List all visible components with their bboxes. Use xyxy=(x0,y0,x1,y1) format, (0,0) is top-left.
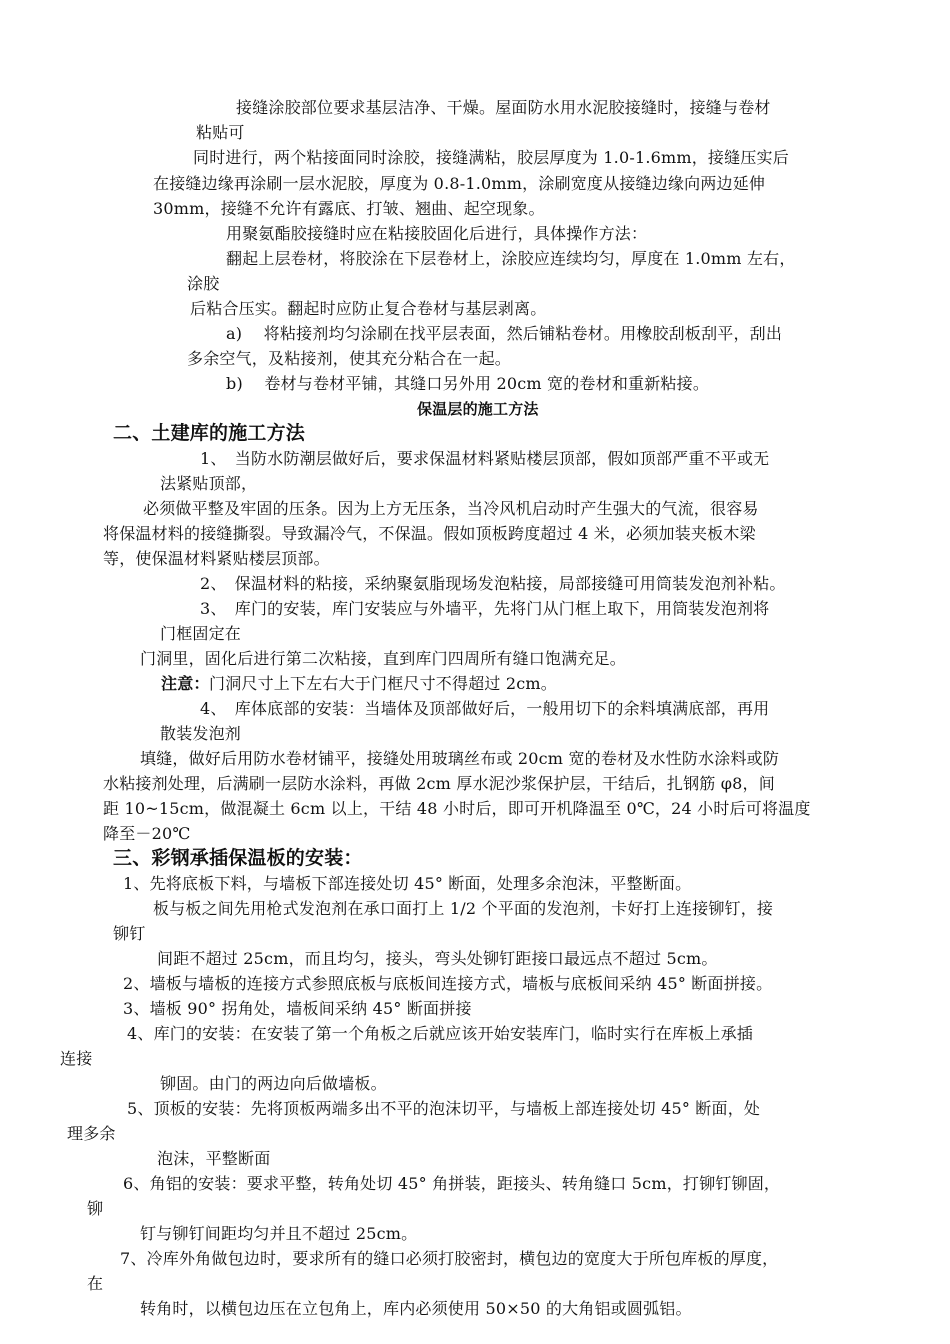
paragraph-line: 同时进行，两个粘接面同时涂胶，接缝满粘，胶层厚度为 1.0-1.6mm，接缝压实后 xyxy=(193,148,789,167)
paragraph-line: 距 10~15cm，做混凝土 6cm 以上，干结 48 小时后，即可开机降温至 0℃，24 小时后可将温度 xyxy=(103,799,811,818)
paragraph-line: 1、 当防水防潮层做好后，要求保温材料紧贴楼层顶部，假如顶部严重不平或无 xyxy=(200,449,770,468)
paragraph-line: 将保温材料的接缝撕裂。导致漏冷气，不保温。假如顶板跨度超过 4 米，必须加装夹板木梁 xyxy=(103,524,756,543)
paragraph-line: 4、 库体底部的安装：当墙体及顶部做好后，一般用切下的余料填满底部，再用 xyxy=(200,699,770,718)
paragraph-line: 后粘合压实。翻起时应防止复合卷材与基层剥离。 xyxy=(190,299,547,318)
paragraph-line: 4、库门的安装：在安装了第一个角板之后就应该开始安装库门，临时实行在库板上承插 xyxy=(127,1024,753,1043)
paragraph-line: 在接缝边缘再涂刷一层水泥胶，厚度为 0.8-1.0mm，涂刷宽度从接缝边缘向两边延伸 xyxy=(153,174,766,193)
paragraph-line: 门洞里，固化后进行第二次粘接，直到库门四周所有缝口饱满充足。 xyxy=(140,649,627,668)
paragraph-line: 翻起上层卷材，将胶涂在下层卷材上，涂胶应连续均匀，厚度在 1.0mm 左右， xyxy=(226,249,796,268)
paragraph-line: 1、先将底板下料，与墙板下部连接处切 45° 断面，处理多余泡沫，平整断面。 xyxy=(123,874,692,893)
subheading: 保温层的施工方法 xyxy=(417,400,539,418)
paragraph-line: 2、墙板与墙板的连接方式参照底板与底板间连接方式，墙板与底板间采纳 45° 断面拼接。 xyxy=(123,974,773,993)
paragraph-line: 多余空气，及粘接剂，使其充分粘合在一起。 xyxy=(187,349,512,368)
paragraph-line: 水粘接剂处理，后满刷一层防水涂料，再做 2cm 厚水泥沙浆保护层，干结后，扎钢筋 φ8，间 xyxy=(103,774,775,793)
paragraph-line: 涂胶 xyxy=(187,274,220,293)
paragraph-line: 3、墙板 90° 拐角处，墙板间采纳 45° 断面拼接 xyxy=(123,999,472,1018)
paragraph-line: 30mm，接缝不允许有露底、打皱、翘曲、起空现象。 xyxy=(153,199,545,218)
note-text: 门洞尺寸上下左右大于门框尺寸不得超过 2cm。 xyxy=(209,674,557,693)
paragraph-line: 接缝涂胶部位要求基层洁净、干燥。屋面防水用水泥胶接缝时，接缝与卷材 xyxy=(236,98,771,117)
paragraph-line: 6、角铝的安装：要求平整，转角处切 45° 角拼装，距接头、转角缝口 5cm，打铆钉铆固， xyxy=(123,1174,781,1193)
note-label: 注意： xyxy=(161,674,210,693)
paragraph-line: 3、 库门的安装，库门安装应与外墙平，先将门从门框上取下，用筒装发泡剂将 xyxy=(200,599,770,618)
paragraph-line: 用聚氨酯胶接缝时应在粘接胶固化后进行，具体操作方法： xyxy=(226,224,648,243)
paragraph-line: 降至－20℃ xyxy=(103,824,191,843)
paragraph-line: 5、顶板的安装：先将顶板两端多出不平的泡沫切平，与墙板上部连接处切 45° 断面，处 xyxy=(127,1099,761,1118)
paragraph-line: 必须做平整及牢固的压条。因为上方无压条，当冷风机启动时产生强大的气流，很容易 xyxy=(143,499,759,518)
list-item-b: b) 卷材与卷材平铺，其缝口另外用 20cm 宽的卷材和重新粘接。 xyxy=(226,374,710,393)
paragraph-line: 粘贴可 xyxy=(196,123,245,142)
paragraph-line: 理多余 xyxy=(67,1124,116,1143)
paragraph-line: 板与板之间先用枪式发泡剂在承口面打上 1/2 个平面的发泡剂，卡好打上连接铆钉，接 xyxy=(153,899,774,918)
paragraph-line: 钉与铆钉间距均匀并且不超过 25cm。 xyxy=(140,1224,418,1243)
section-heading: 二、土建库的施工方法 xyxy=(113,422,306,444)
paragraph-line: 间距不超过 25cm，而且均匀，接头，弯头处铆钉距接口最远点不超过 5cm。 xyxy=(157,949,718,968)
paragraph-line: 法紧贴顶部， xyxy=(160,474,258,493)
paragraph-line: 7、冷库外角做包边时，要求所有的缝口必须打胶密封，横包边的宽度大于所包库板的厚度， xyxy=(120,1249,779,1268)
list-item-a: a) 将粘接剂均匀涂刷在找平层表面，然后铺粘卷材。用橡胶刮板刮平，刮出 xyxy=(226,324,783,343)
paragraph-line: 泡沫，平整断面 xyxy=(157,1149,271,1168)
paragraph-line: 转角时，以横包边压在立包角上，库内必须使用 50×50 的大角铝或圆弧铝。 xyxy=(140,1299,692,1318)
paragraph-line: 铆固。由门的两边向后做墙板。 xyxy=(160,1074,387,1093)
paragraph-line: 2、 保温材料的粘接，采纳聚氨脂现场发泡粘接，局部接缝可用筒装发泡剂补粘。 xyxy=(200,574,786,593)
paragraph-line: 等，使保温材料紧贴楼层顶部。 xyxy=(103,549,330,568)
paragraph-line: 填缝，做好后用防水卷材铺平，接缝处用玻璃丝布或 20cm 宽的卷材及水性防水涂料或防 xyxy=(140,749,780,768)
section-heading: 三、彩钢承插保温板的安装： xyxy=(113,847,363,869)
paragraph-line: 散装发泡剂 xyxy=(160,724,242,743)
paragraph-line: 铆 xyxy=(87,1199,104,1218)
paragraph-line: 门框固定在 xyxy=(160,624,242,643)
paragraph-line: 铆钉 xyxy=(113,924,146,943)
paragraph-line: 在 xyxy=(87,1274,104,1293)
paragraph-line: 连接 xyxy=(60,1049,93,1068)
